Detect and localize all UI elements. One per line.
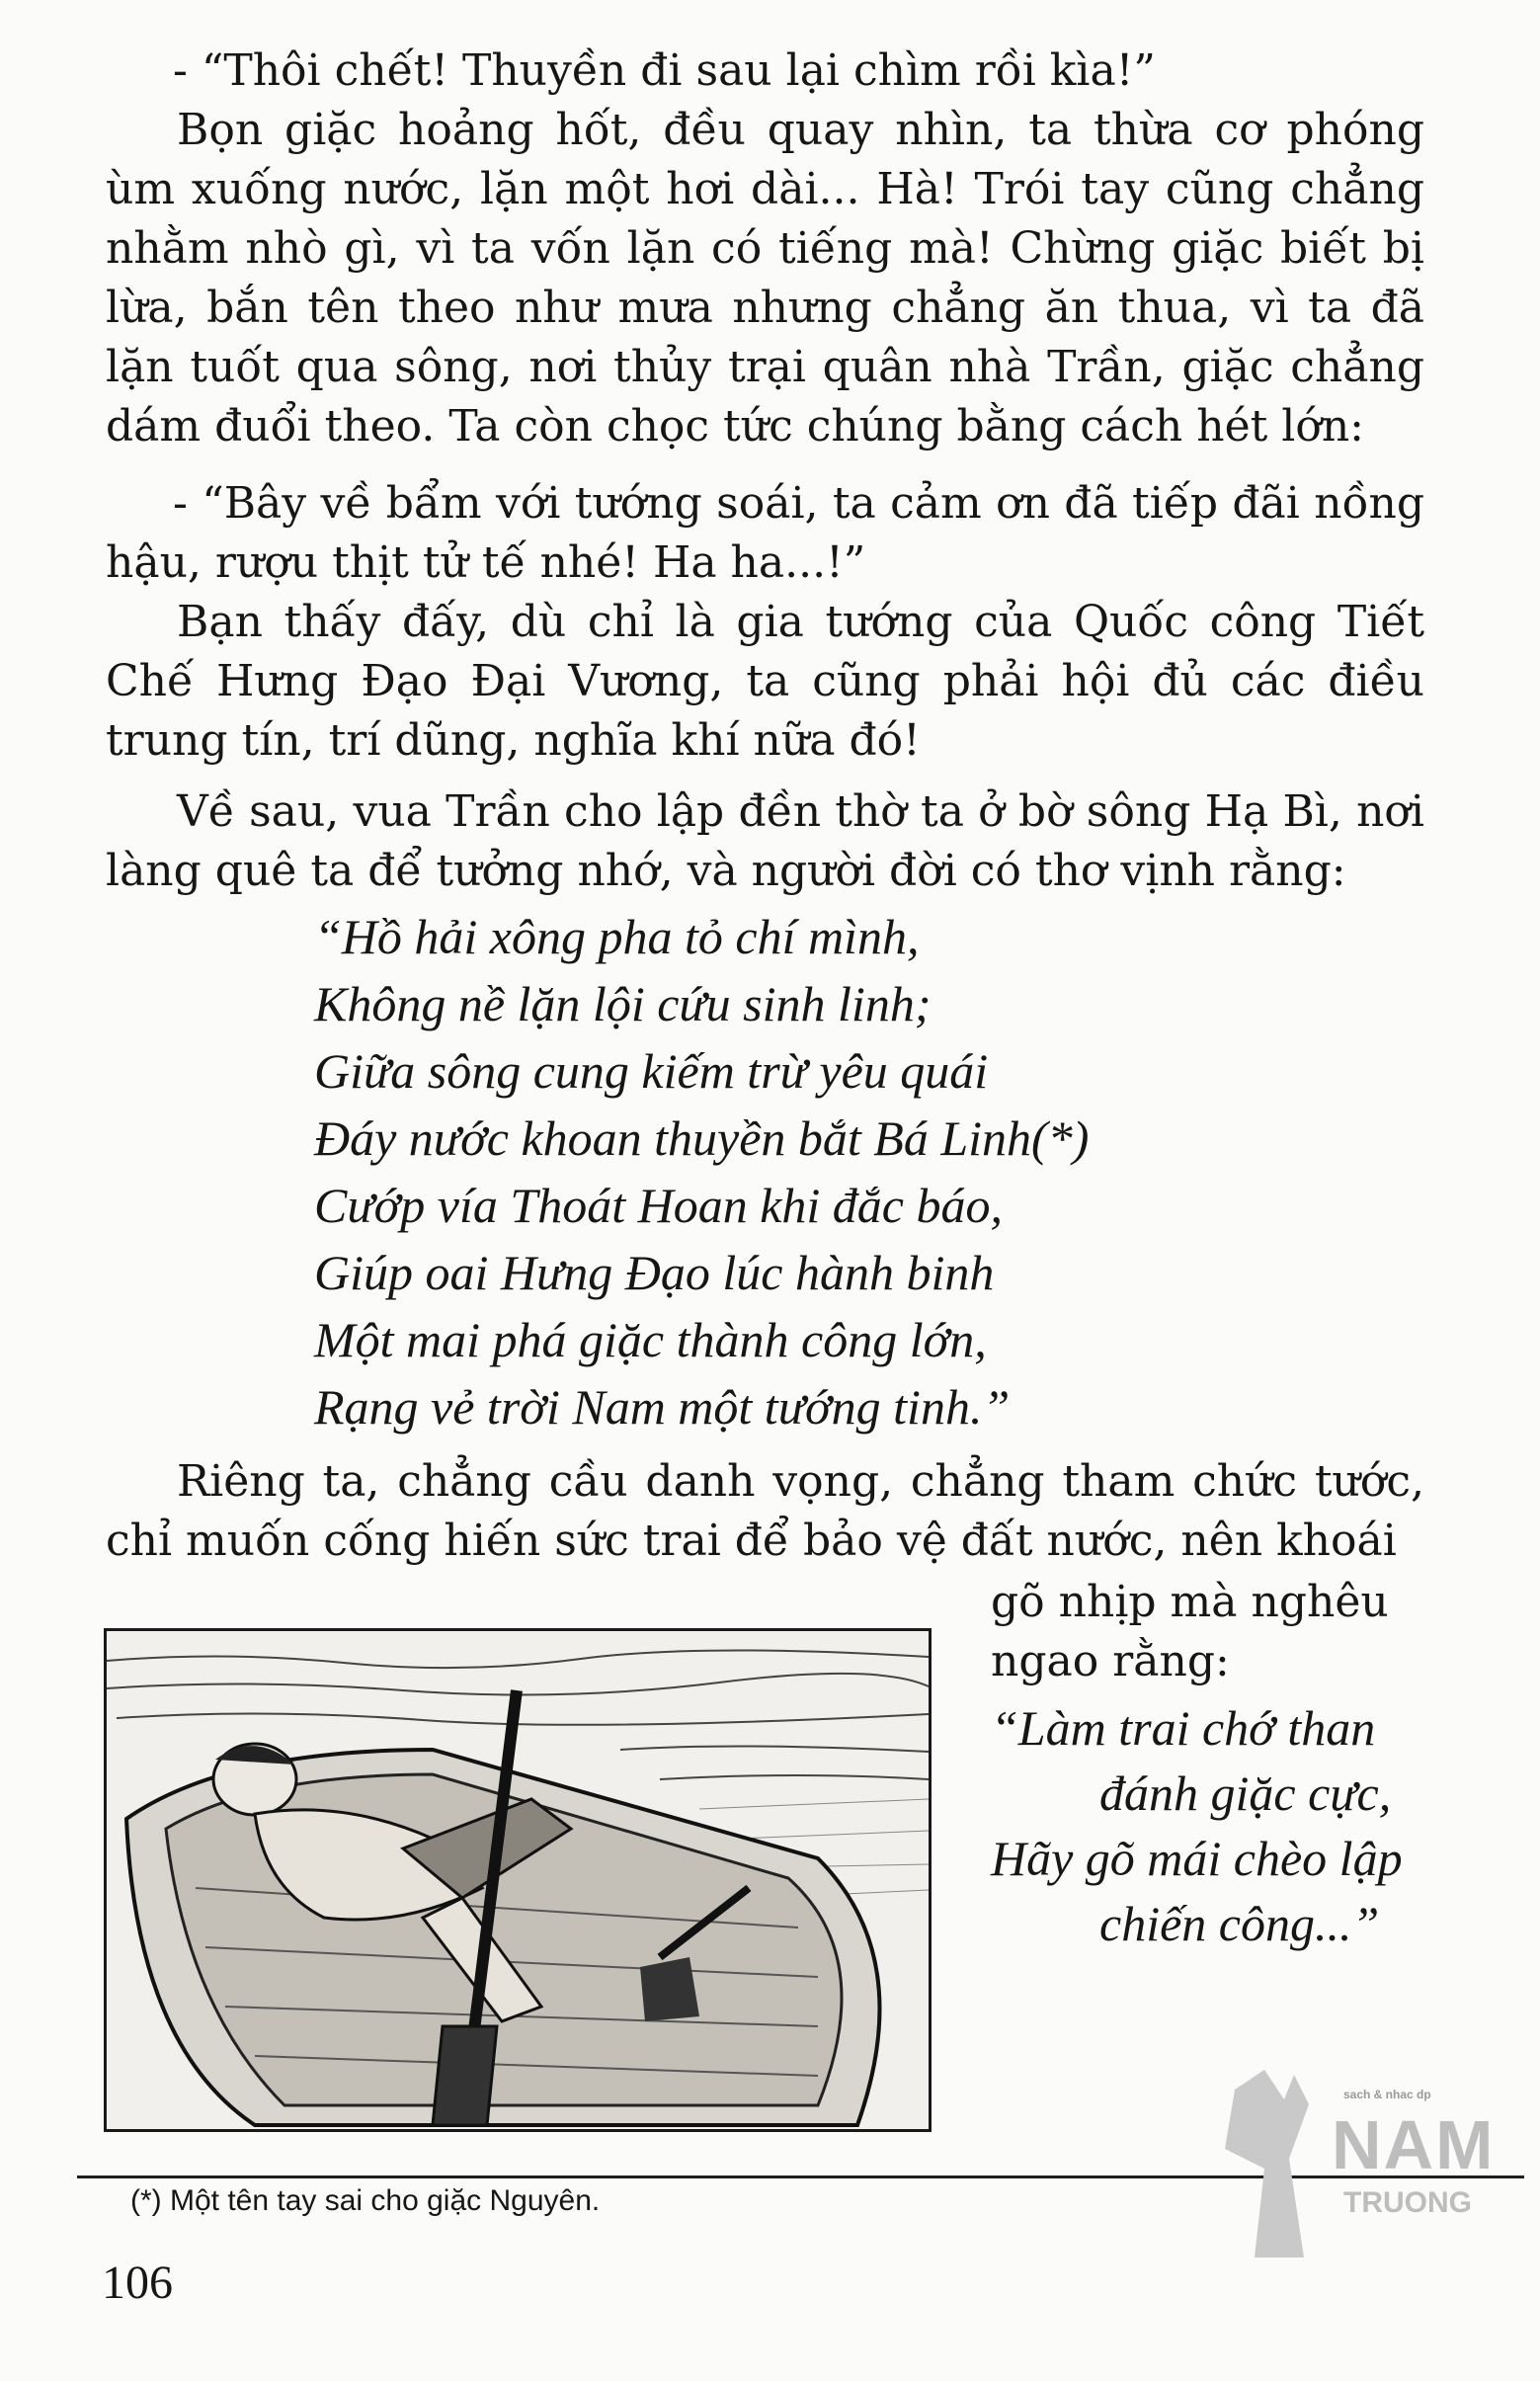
paragraph-virtues: Bạn thấy đấy, dù chỉ là gia tướng của Quốc công Tiết Chế Hưng Đạo Đại Vương, ta cũng phải hội đủ các điều trung tín, trí dũng, nghĩa khí nữa đó! bbox=[106, 597, 1424, 766]
poem-line: Không nề lặn lội cứu sinh linh; bbox=[314, 976, 932, 1031]
paragraph-dialogue-1: - “Thôi chết! Thuyền đi sau lại chìm rồi kìa!” bbox=[173, 45, 1156, 96]
poem-line: Rạng vẻ trời Nam một tướng tinh.” bbox=[314, 1379, 1011, 1435]
side-verse-line: “Làm trai chớ than bbox=[991, 1700, 1376, 1756]
side-text-line: ngao rằng: bbox=[991, 1636, 1230, 1686]
paragraph-dialogue-2: - “Bây về bẩm với tướng soái, ta cảm ơn đã tiếp đãi nồng hậu, rượu thịt tử tế nhé! Ha ha...!” bbox=[106, 478, 1424, 588]
footnote: (*) Một tên tay sai cho giặc Nguyên. bbox=[130, 2184, 601, 2217]
side-verse-line: Hãy gõ mái chèo lập bbox=[991, 1831, 1403, 1886]
paragraph-temple: Về sau, vua Trần cho lập đền thờ ta ở bờ sông Hạ Bì, nơi làng quê ta để tưởng nhớ, và người đời có thơ vịnh rằng: bbox=[106, 786, 1424, 896]
side-text-line: gõ nhịp mà nghêu bbox=[991, 1577, 1389, 1627]
poem-line: Cướp vía Thoát Hoan khi đắc báo, bbox=[314, 1178, 1003, 1233]
side-verse-line: chiến công...” bbox=[1099, 1896, 1380, 1951]
watermark-title: NAM bbox=[1332, 2106, 1496, 2183]
boat-illustration bbox=[104, 1628, 932, 2132]
side-column bbox=[991, 1573, 1425, 1956]
paragraph-ambition: Riêng ta, chẳng cầu danh vọng, chẳng tham chức tước, chỉ muốn cống hiến sức trai để bảo vệ đất nước, nên khoái bbox=[106, 1456, 1424, 1566]
poem-line: “Hồ hải xông pha tỏ chí mình, bbox=[314, 909, 920, 964]
watermark-logo bbox=[1195, 2060, 1496, 2272]
poem-line: Giúp oai Hưng Đạo lúc hành binh bbox=[314, 1245, 995, 1300]
poem-line: Đáy nước khoan thuyền bắt Bá Linh(*) bbox=[314, 1110, 1090, 1166]
watermark-subtitle: TRUONG bbox=[1343, 2186, 1472, 2219]
paragraph-escape: Bọn giặc hoảng hốt, đều quay nhìn, ta thừa cơ phóng ùm xuống nước, lặn một hơi dài... Hà! Trói tay cũng chẳng nhằm nhò gì, vì ta vốn lặn có tiếng mà! Chừng giặc biết bị lừa, bắn tên theo như mưa nhưng chẳng ăn thua, vì ta đã lặn tuốt qua sông, nơi thủy trại quân nhà Trần, giặc chẳng dám đuổi theo. Ta còn chọc tức chúng bằng cách hét lớn: bbox=[106, 105, 1424, 452]
poem bbox=[314, 903, 1302, 1440]
poem-line: Một mai phá giặc thành công lớn, bbox=[314, 1312, 987, 1367]
poem-line: Giữa sông cung kiếm trừ yêu quái bbox=[314, 1043, 989, 1099]
watermark-small-text: sach & nhac dp bbox=[1343, 2088, 1431, 2101]
side-verse-line: đánh giặc cực, bbox=[1099, 1765, 1392, 1821]
boat-drawing bbox=[107, 1631, 929, 2129]
page-number: 106 bbox=[102, 2257, 173, 2309]
